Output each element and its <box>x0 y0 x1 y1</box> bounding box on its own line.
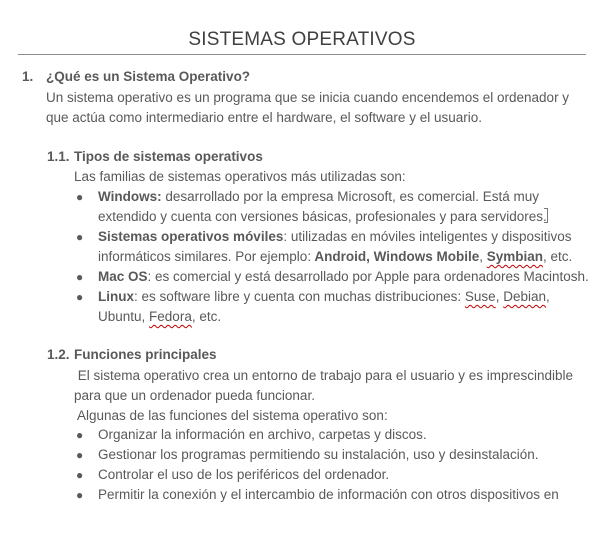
mobile-sep: , <box>479 249 487 264</box>
linux-comma: , <box>495 289 504 304</box>
linux-comma-2: , <box>546 289 550 304</box>
spellcheck-suse: Suse <box>464 289 496 304</box>
mobile-text-1: : utilizadas en móviles inteligentes y dispositivos <box>283 229 572 244</box>
list-item-macos <box>98 267 589 287</box>
bullet-icon: ● <box>76 270 84 284</box>
bullet-icon: ● <box>76 428 84 442</box>
term-macos: Mac OS <box>98 269 148 284</box>
windows-text-1: desarrollado por la empresa Microsoft, es comercial. Está muy <box>161 189 540 204</box>
section-1-2-line-1: El sistema operativo crea un entorno de trabajo para el usuario y es imprescindible <box>74 368 574 383</box>
function-item-4: Permitir la conexión y el intercambio de información con otros dispositivos en <box>98 487 559 502</box>
list-item-linux <box>98 287 550 307</box>
linux-text-1: : es software libre y cuenta con muchas distribuciones: <box>134 289 465 304</box>
linux-text-2 <box>98 307 221 327</box>
mobile-examples-bold: Android, Windows Mobile <box>311 249 480 264</box>
spellcheck-symbian: Symbian <box>486 249 544 264</box>
section-1-line-2: que actúa como intermediario entre el hardware, el software y el usuario. <box>46 110 482 125</box>
linux-etc: , etc. <box>191 309 222 324</box>
bullet-icon: ● <box>76 190 84 204</box>
bullet-icon: ● <box>76 448 84 462</box>
function-item-2: Gestionar los programas permitiendo su instalación, uso y desinstalación. <box>98 447 539 462</box>
mobile-colon: : <box>307 249 312 264</box>
spellcheck-debian: Debian <box>503 289 546 304</box>
mobile-text-2 <box>98 247 572 267</box>
section-1-1-intro: Las familias de sistemas operativos más utilizadas son: <box>74 169 406 184</box>
mobile-etc: , etc. <box>543 249 573 264</box>
term-mobile: Sistemas operativos móviles <box>98 229 284 244</box>
linux-ubuntu: Ubuntu, <box>98 309 150 324</box>
windows-text-2: extendido y cuenta con versiones básicas, profesionales y para servidores. <box>98 209 547 224</box>
function-item-1: Organizar la información en archivo, carpetas y discos. <box>98 427 427 442</box>
bullet-icon: ● <box>76 290 84 304</box>
section-1-2-number: 1.2. <box>47 347 70 362</box>
section-1-1-number: 1.1. <box>47 149 70 164</box>
section-1-heading: ¿Qué es un Sistema Operativo? <box>46 69 251 84</box>
list-item-mobile <box>98 227 571 247</box>
section-1-2-heading: Funciones principales <box>74 347 217 362</box>
section-1-number: 1. <box>22 69 34 84</box>
term-windows: Windows: <box>98 189 162 204</box>
text-cursor-icon <box>544 208 548 223</box>
section-1-2-line-2: para que un ordenador pueda funcionar. <box>74 388 315 403</box>
mobile-example-label: informáticos similares. Por ejemplo <box>98 249 308 264</box>
list-item-windows <box>98 187 539 207</box>
section-1-line-1: Un sistema operativo es un programa que se inicia cuando encendemos el ordenador y <box>46 90 570 105</box>
spellcheck-fedora: Fedora <box>149 309 192 324</box>
term-linux: Linux <box>98 289 134 304</box>
section-1-2-line-3: Algunas de las funciones del sistema operativo son: <box>74 408 388 423</box>
title-divider <box>18 54 586 55</box>
macos-text: : es comercial y está desarrollado por Apple para ordenadores Macintosh. <box>147 269 589 284</box>
document-title: SISTEMAS OPERATIVOS <box>188 29 416 50</box>
bullet-icon: ● <box>76 488 84 502</box>
bullet-icon: ● <box>76 468 84 482</box>
function-item-3: Controlar el uso de los periféricos del ordenador. <box>98 467 390 482</box>
section-1-1-heading: Tipos de sistemas operativos <box>74 149 263 164</box>
bullet-icon: ● <box>76 230 84 244</box>
